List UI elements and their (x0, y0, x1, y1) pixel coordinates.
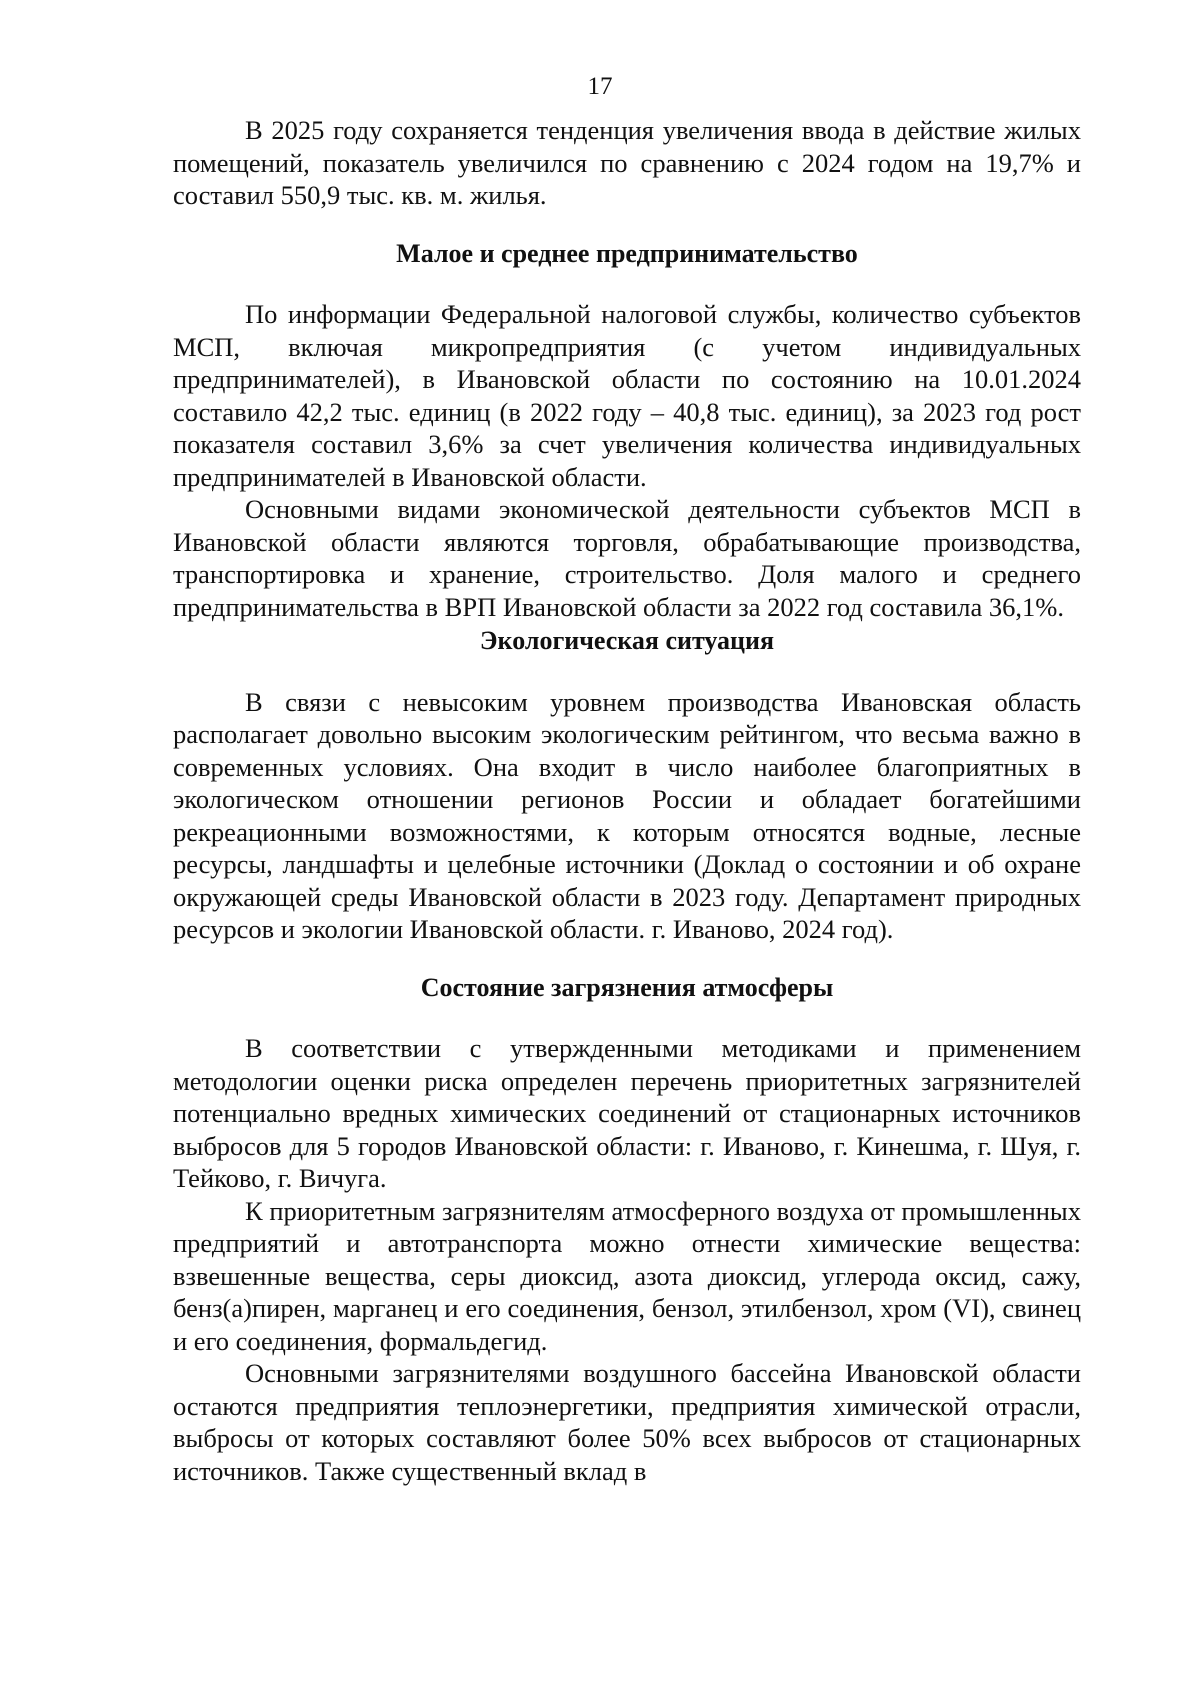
heading-atmosphere-pollution: Состояние загрязнения атмосферы (420, 972, 834, 1002)
paragraph-priority-pollutants-list: К приоритетным загрязнителям атмосферного воздуха от промышленных предприятий и автотранспорта можно отнести химические вещества: взвешенные вещества, серы диоксид, азота диоксид, углерода оксид, сажу, бенз(а)пирен, марганец и его соединения, бензол, этилбензол, хром (VI), свинец и его соединения, формальдегид. (173, 1195, 1081, 1356)
paragraph-priority-pollutants-methodology: В соответствии с утвержденными методиками и применением методологии оценки риска определен перечень приоритетных загрязнителей потенциально вредных химических соединений от стационарных источников выбросов для 5 городов Ивановской области: г. Иваново, г. Кинешма, г. Шуя, г. Тейково, г. Вичуга. (173, 1033, 1081, 1193)
paragraph-sme-count: По информации Федеральной налоговой службы, количество субъектов МСП, включая микропредприятия (с учетом индивидуальных предпринимателей), в Ивановской области по состоянию на 10.01.2024 составило 42,2 тыс. единиц (в 2022 году – 40,8 тыс. единиц), за 2023 год рост показателя составил 3,6% за счет увеличения количества индивидуальных предпринимателей в Ивановской области. (173, 299, 1081, 492)
paragraph-ecological-rating: В связи с невысоким уровнем производства Ивановская область располагает довольно высоким экологическим рейтингом, что весьма важно в современных условиях. Она входит в число наиболее благоприятных в экологическом отношении регионов России и обладает богатейшими рекреационными возможностями, к которым относятся водные, лесные ресурсы, ландшафты и целебные источники (Доклад о состоянии и об охране окружающей среды Ивановской области в 2023 году. Департамент природных ресурсов и экологии Ивановской области. г. Иваново, 2024 год). (173, 686, 1081, 944)
paragraph-housing-construction: В 2025 году сохраняется тенденция увеличения ввода в действие жилых помещений, показатель увеличился по сравнению с 2024 годом на 19,7% и составил 550,9 тыс. кв. м. жилья. (173, 115, 1081, 210)
heading-ecological-situation: Экологическая ситуация (479, 626, 775, 655)
paragraph-main-polluters: Основными загрязнителями воздушного бассейна Ивановской области остаются предприятия теплоэнергетики, предприятия химической отрасли, выбросы от которых составляют более 50% всех выбросов от стационарных источников. Также существенный вклад в (173, 1358, 1081, 1486)
page-number: 17 (587, 73, 613, 100)
heading-small-medium-business: Малое и среднее предпринимательство (396, 238, 858, 268)
paragraph-sme-activities: Основными видами экономической деятельности субъектов МСП в Ивановской области являются торговля, обрабатывающие производства, транспортировка и хранение, строительство. Доля малого и среднего предпринимательства в ВРП Ивановской области за 2022 год составила 36,1%. (173, 494, 1081, 622)
document-body (173, 114, 1081, 1487)
